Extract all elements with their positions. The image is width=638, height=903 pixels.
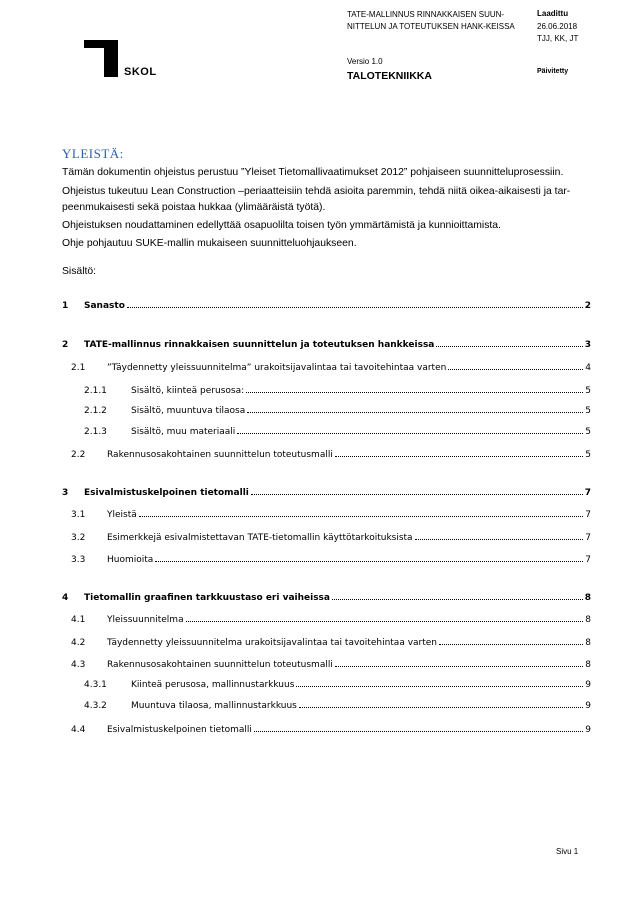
toc-entry[interactable] [71, 725, 591, 735]
toc-entry-title: Sisältö, kiinteä perusosa: [131, 386, 245, 396]
toc-entry-leader [439, 643, 583, 645]
toc-entry-page: 9 [585, 701, 591, 711]
toc-entry-title: Rakennusosakohtainen suunnittelun toteutusmalli [107, 450, 333, 460]
toc-entry-title: Kiinteä perusosa, mallinnustarkkuus [131, 680, 295, 690]
toc-entry-page: 5 [585, 406, 591, 416]
toc-entry-title: Sanasto [84, 301, 125, 311]
toc-entry-number: 2.1.1 [84, 386, 107, 396]
toc-entry-page: 7 [584, 488, 591, 498]
toc-entry-number: 3.3 [71, 555, 86, 565]
logo-mark [84, 40, 104, 48]
toc-entry-page: 8 [585, 615, 591, 625]
toc-entry-leader [246, 391, 583, 393]
toc-entry-leader [139, 515, 583, 517]
toc-entry[interactable] [84, 386, 591, 396]
toc-entry-number: 1 [62, 301, 69, 311]
toc-entry-number: 4.3 [71, 660, 86, 670]
toc-entry-leader [155, 560, 583, 562]
toc-label: Sisältö: [62, 266, 97, 277]
toc-entry-title: TATE-mallinnus rinnakkaisen suunnittelun ja toteutuksen hankkeissa [84, 340, 435, 350]
toc-entry-leader [335, 665, 583, 667]
toc-entry-page: 7 [585, 555, 591, 565]
paragraph: Ohje pohjautuu SUKE-mallin mukaiseen suunnitteluohjaukseen. [62, 238, 357, 249]
toc-entry[interactable] [84, 680, 591, 690]
toc-entry-leader [237, 432, 583, 434]
toc-entry-title: Sisältö, muu materiaali [131, 427, 236, 437]
toc-entry[interactable] [84, 427, 591, 437]
toc-entry-page: 8 [585, 660, 591, 670]
toc-entry-number: 4.3.1 [84, 680, 107, 690]
toc-entry-number: 2.2 [71, 450, 86, 460]
toc-entry-number: 3.1 [71, 510, 86, 520]
toc-entry[interactable] [71, 363, 591, 373]
logo-bar [104, 40, 118, 77]
toc-entry-title: Huomioita [107, 555, 154, 565]
toc-entry-page: 8 [585, 638, 591, 648]
toc-entry-number: 3 [62, 488, 69, 498]
toc-entry-page: 4 [585, 363, 591, 373]
document-date: 26.06.2018 [537, 22, 578, 31]
document-authors: TJJ, KK, JT [537, 34, 579, 43]
toc-entry-page: 9 [585, 725, 591, 735]
toc-entry[interactable] [62, 301, 591, 311]
toc-entry-leader [299, 706, 583, 708]
toc-entry-number: 3.2 [71, 533, 86, 543]
toc-entry-page: 5 [585, 450, 591, 460]
toc-entry-leader [127, 306, 583, 308]
toc-entry-number: 2.1.2 [84, 406, 107, 416]
toc-entry-title: Tietomallin graafinen tarkkuustaso eri vaiheissa [84, 593, 330, 603]
toc-entry[interactable] [71, 450, 591, 460]
toc-entry-leader [254, 730, 583, 732]
toc-entry-title: Yleistä [107, 510, 137, 520]
toc-entry-title: Sisältö, muuntuva tilaosa [131, 406, 246, 416]
toc-entry-page: 7 [585, 533, 591, 543]
toc-entry-title: Rakennusosakohtainen suunnittelun toteutusmalli [107, 660, 333, 670]
toc-entry-page: 7 [585, 510, 591, 520]
toc-entry-title: Esivalmistuskelpoinen tietomalli [107, 725, 252, 735]
paragraph: Ohjeistuksen noudattaminen edellyttää osapuolilta toisen työn ymmärtämistä ja kunnioittamista. [62, 220, 501, 231]
toc-entry[interactable] [62, 340, 591, 350]
toc-entry[interactable] [84, 701, 591, 711]
toc-entry-title: ”Täydennetty yleissuunnitelma” urakoitsijavalintaa tai tavoitehintaa varten [107, 363, 447, 373]
toc-entry-page: 3 [584, 340, 591, 350]
toc-entry-title: Esivalmistuskelpoinen tietomalli [84, 488, 249, 498]
toc-entry-leader [251, 493, 583, 495]
toc-entry[interactable] [71, 533, 591, 543]
toc-entry-page: 8 [584, 593, 591, 603]
document-version: Versio 1.0 [347, 57, 383, 66]
toc-entry-number: 4.1 [71, 615, 86, 625]
toc-entry[interactable] [71, 555, 591, 565]
toc-entry[interactable] [71, 510, 591, 520]
toc-entry-leader [335, 455, 583, 457]
section-heading: YLEISTÄ: [62, 146, 124, 161]
toc-entry-number: 4.2 [71, 638, 86, 648]
paivitetty-label: Päivitetty [537, 68, 569, 75]
toc-entry-leader [448, 368, 583, 370]
toc-entry-number: 4.4 [71, 725, 86, 735]
document-title: TATE-MALLINNUS RINNAKKAISEN SUUN-NITTELUN JA TOTEUTUKSEN HANK-KEISSA [347, 10, 515, 31]
toc-entry-number: 2 [62, 340, 69, 350]
toc-entry[interactable] [71, 638, 591, 648]
toc-entry-number: 2.1 [71, 363, 86, 373]
logo-text: SKOL [124, 66, 157, 78]
toc-entry[interactable] [71, 615, 591, 625]
laadittu-label: Laadittu [537, 9, 569, 18]
toc-entry-number: 2.1.3 [84, 427, 107, 437]
toc-entry-leader [247, 411, 583, 413]
toc-entry-number: 4 [62, 593, 69, 603]
toc-entry[interactable] [62, 593, 591, 603]
document-subtitle: TALOTEKNIIKKA [347, 70, 432, 82]
toc-entry[interactable] [62, 488, 591, 498]
toc-entry-page: 2 [584, 301, 591, 311]
toc-entry-page: 9 [585, 680, 591, 690]
toc-entry-leader [296, 685, 583, 687]
toc-entry-title: Yleissuunnitelma [107, 615, 184, 625]
toc-entry-leader [332, 598, 583, 600]
toc-entry-leader [436, 345, 582, 347]
toc-entry-title: Muuntuva tilaosa, mallinnustarkkuus [131, 701, 297, 711]
toc-entry-title: Esimerkkejä esivalmistettavan TATE-tietomallin käyttötarkoituksista [107, 533, 413, 543]
toc-entry-leader [415, 538, 584, 540]
paragraph: Tämän dokumentin ohjeistus perustuu ”Yleiset Tietomallivaatimukset 2012” pohjaiseen suunnitteluprosessiin. [62, 167, 564, 178]
toc-entry-page: 5 [585, 386, 591, 396]
paragraph: Ohjeistus tukeutuu Lean Construction –periaatteisiin tehdä asioita paremmin, tehdä niitä oikea-aikaisesti ja tar-peenmukaisesti sekä poistaa hukkaa (ylimääräistä työtä). [62, 186, 571, 213]
page-number: Sivu 1 [556, 847, 579, 856]
toc-entry-title: Täydennetty yleissuunnitelma urakoitsijavalintaa tai tavoitehintaa varten [107, 638, 438, 648]
toc-entry-leader [186, 620, 584, 622]
toc-entry-number: 4.3.2 [84, 701, 107, 711]
toc-entry[interactable] [84, 406, 591, 416]
toc-entry[interactable] [71, 660, 591, 670]
toc-entry-page: 5 [585, 427, 591, 437]
